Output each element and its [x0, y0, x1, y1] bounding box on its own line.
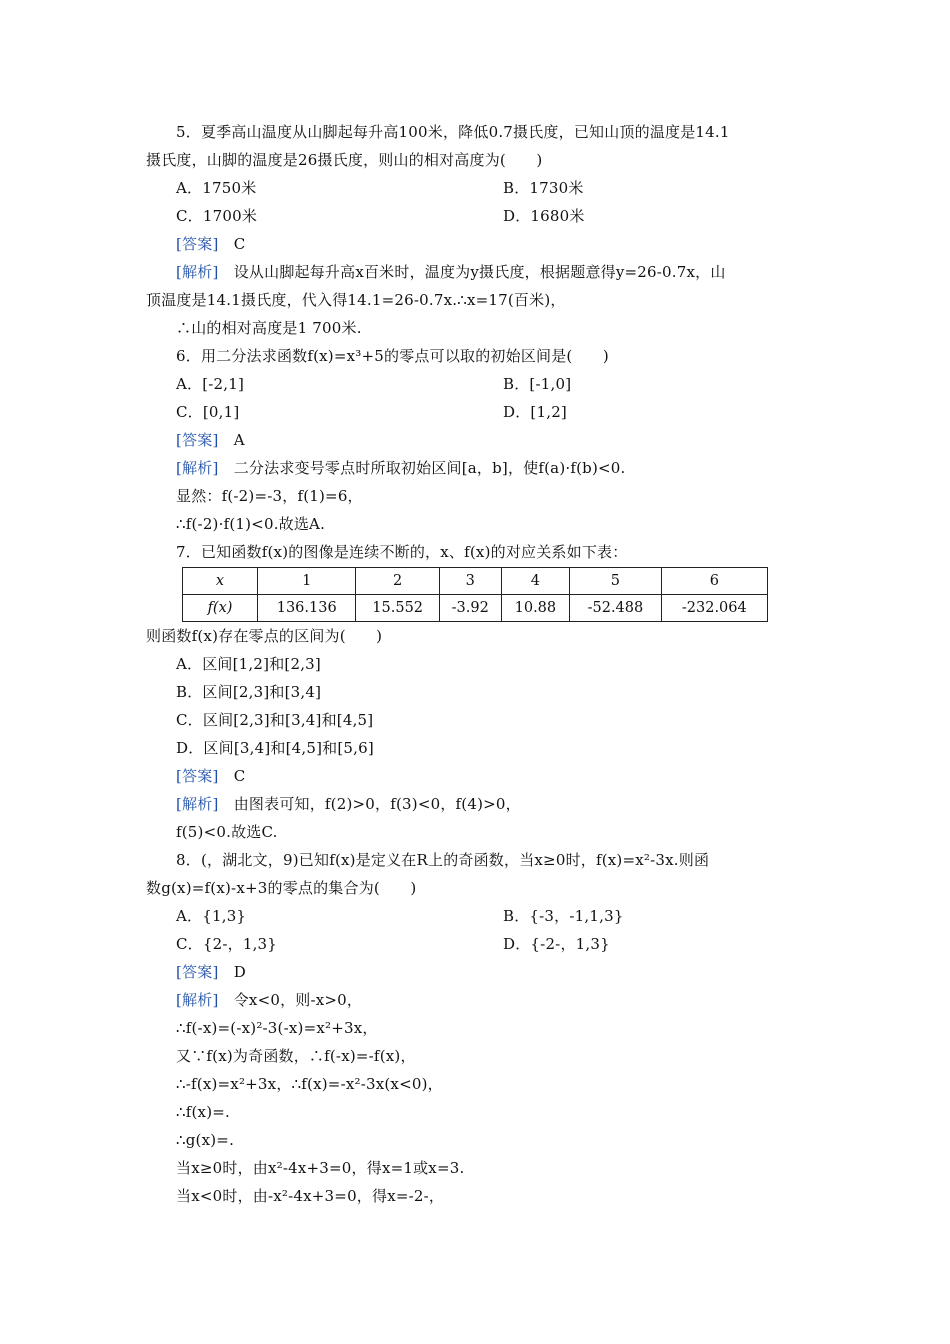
table-cell: 5 — [570, 568, 661, 595]
q8-analysis-line7: 当x≥0时，由x²-4x+3=0，得x=1或x=3. — [176, 1159, 465, 1177]
table-cell: 15.552 — [356, 595, 440, 622]
q8-analysis-line5: ∴f(x)=. — [176, 1103, 230, 1121]
q5-answer — [176, 234, 840, 254]
table-cell: -232.064 — [661, 595, 767, 622]
answer-value: C — [218, 767, 246, 785]
q6-option-b: B．[-1,0] — [503, 375, 572, 393]
table-cell: -52.488 — [570, 595, 661, 622]
answer-value: A — [218, 431, 245, 449]
q7-stem: 7．已知函数f(x)的图像是连续不断的，x、f(x)的对应关系如下表： — [176, 543, 628, 561]
q7-option-d: D．区间[3,4]和[4,5]和[5,6] — [176, 739, 374, 757]
analysis-text: 二分法求变号零点时所取初始区间[a，b]，使f(a)·f(b)<0. — [218, 459, 626, 477]
table-cell: 6 — [661, 568, 767, 595]
q8-option-c: C．{2-，1,3} — [176, 935, 278, 953]
q7-option-b: B．区间[2,3]和[3,4] — [176, 683, 322, 701]
analysis-text: 令x<0，则-x>0， — [218, 991, 363, 1009]
q5-analysis-line1 — [176, 262, 840, 282]
table-cell: 1 — [258, 568, 356, 595]
q8-analysis-line2: ∴f(-x)=(-x)²-3(-x)=x²+3x， — [176, 1019, 378, 1037]
answer-value: D — [218, 963, 246, 981]
q8-option-a: A．{1,3} — [176, 907, 247, 925]
q5-option-d: D．1680米 — [503, 207, 585, 225]
q6-option-a: A．[-2,1] — [176, 375, 245, 393]
table-cell: f(x) — [183, 595, 258, 622]
q7-option-c: C．区间[2,3]和[3,4]和[4,5] — [176, 711, 374, 729]
q8-analysis-line6: ∴g(x)=. — [176, 1131, 235, 1149]
q5-option-b: B．1730米 — [503, 179, 584, 197]
q6-option-d: D．[1,2] — [503, 403, 567, 421]
analysis-tag: [解析] — [176, 459, 219, 477]
table-cell: 3 — [439, 568, 501, 595]
analysis-text: 由图表可知，f(2)>0，f(3)<0，f(4)>0， — [218, 795, 521, 813]
q8-stem-line2: 数g(x)=f(x)-x+3的零点的集合为( ) — [146, 879, 417, 897]
q7-option-a: A．区间[1,2]和[2,3] — [176, 655, 321, 673]
q8-analysis-line1 — [176, 990, 840, 1010]
q6-answer — [176, 430, 840, 450]
table-cell: -3.92 — [439, 595, 501, 622]
analysis-tag: [解析] — [176, 795, 219, 813]
q7-answer — [176, 766, 840, 786]
q5-option-a: A．1750米 — [176, 179, 257, 197]
table-cell: 10.88 — [501, 595, 570, 622]
answer-tag: [答案] — [176, 235, 219, 253]
table-row — [183, 568, 768, 595]
q6-analysis-line2: 显然：f(-2)=-3，f(1)=6， — [176, 487, 363, 505]
answer-tag: [答案] — [176, 963, 219, 981]
q8-analysis-line8: 当x<0时，由-x²-4x+3=0，得x=-2-， — [176, 1187, 445, 1205]
analysis-text: 设从山脚起每升高x百米时，温度为y摄氏度，根据题意得y=26-0.7x，山 — [218, 263, 726, 281]
analysis-tag: [解析] — [176, 263, 219, 281]
q5-option-c: C．1700米 — [176, 207, 258, 225]
q8-analysis-line3: 又∵f(x)为奇函数，∴f(-x)=-f(x)， — [176, 1047, 416, 1065]
q8-option-d: D．{-2-，1,3} — [503, 935, 610, 953]
q5-analysis-line3: ∴山的相对高度是1 700米. — [176, 319, 362, 337]
answer-tag: [答案] — [176, 767, 219, 785]
q5-stem-line2: 摄氏度，山脚的温度是26摄氏度，则山的相对高度为( ) — [146, 151, 543, 169]
q6-analysis-line1 — [176, 458, 840, 478]
q7-analysis-line1 — [176, 794, 840, 814]
table-row — [183, 595, 768, 622]
q6-option-c: C．[0,1] — [176, 403, 240, 421]
value-table — [182, 567, 768, 622]
table-cell: x — [183, 568, 258, 595]
q5-analysis-line2: 顶温度是14.1摄氏度，代入得14.1=26-0.7x.∴x=17(百米)， — [146, 291, 566, 309]
table-cell: 4 — [501, 568, 570, 595]
answer-value: C — [218, 235, 246, 253]
q7-stem-line2: 则函数f(x)存在零点的区间为( ) — [146, 627, 383, 645]
q8-answer — [176, 962, 840, 982]
q6-stem: 6．用二分法求函数f(x)=x³+5的零点可以取的初始区间是( ) — [176, 347, 609, 365]
q8-analysis-line4: ∴-f(x)=x²+3x，∴f(x)=-x²-3x(x<0)， — [176, 1075, 443, 1093]
answer-tag: [答案] — [176, 431, 219, 449]
q5-stem-line1: 5．夏季高山温度从山脚起每升高100米，降低0.7摄氏度，已知山顶的温度是14.1 — [176, 123, 730, 141]
q6-analysis-line3: ∴f(-2)·f(1)<0.故选A. — [176, 515, 326, 533]
analysis-tag: [解析] — [176, 991, 219, 1009]
q7-analysis-line2: f(5)<0.故选C. — [176, 823, 278, 841]
table-cell: 136.136 — [258, 595, 356, 622]
q8-option-b: B．{-3，-1,1,3} — [503, 907, 624, 925]
table-cell: 2 — [356, 568, 440, 595]
q8-stem-line1: 8．(，湖北文，9)已知f(x)是定义在R上的奇函数，当x≥0时，f(x)=x²-3x.则函 — [176, 851, 710, 869]
